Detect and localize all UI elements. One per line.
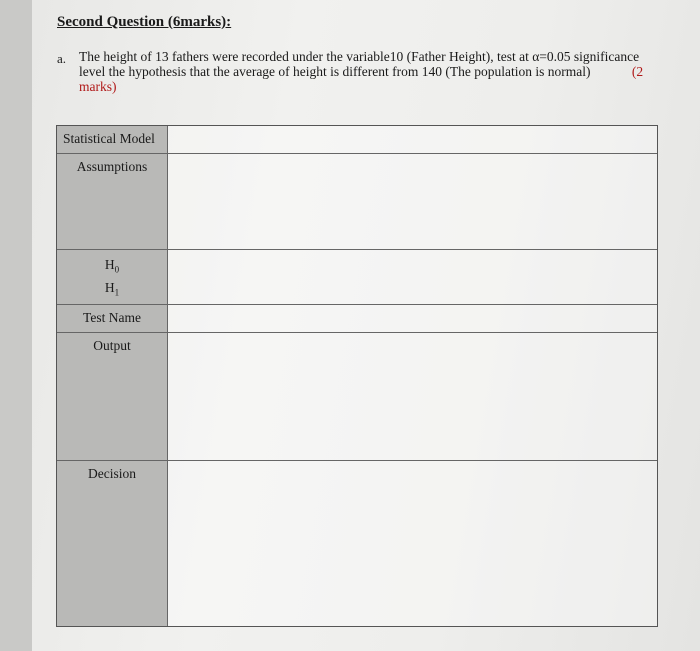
question-body: The height of 13 fathers were recorded under the variable10 (Father Height), test at α=0.05 significance level the hypothesis that the average of height is different from 140 (The population is normal): [79, 49, 640, 79]
assumptions-label: Assumptions: [57, 154, 168, 250]
statistical-model-answer[interactable]: [168, 126, 657, 154]
answer-table: [56, 125, 658, 627]
hypotheses-answer[interactable]: [168, 250, 657, 305]
question-text: [79, 49, 649, 94]
decision-label: Decision: [57, 461, 168, 626]
output-answer[interactable]: [168, 333, 657, 461]
question-marks: (2 marks): [79, 64, 644, 94]
statistical-model-label: Statistical Model: [57, 126, 168, 154]
section-heading: Second Question (6marks):: [57, 14, 232, 30]
alternative-hypothesis-label: $H_1$: [104, 279, 120, 298]
hypotheses-label: [57, 250, 168, 305]
assumptions-answer[interactable]: [168, 154, 657, 250]
output-label: Output: [57, 333, 168, 461]
question-marker: a.: [57, 51, 67, 66]
test-name-answer[interactable]: [168, 305, 657, 333]
test-name-label: Test Name: [57, 305, 168, 333]
decision-answer[interactable]: [168, 461, 657, 626]
null-hypothesis-label: $H_0$: [104, 256, 120, 275]
